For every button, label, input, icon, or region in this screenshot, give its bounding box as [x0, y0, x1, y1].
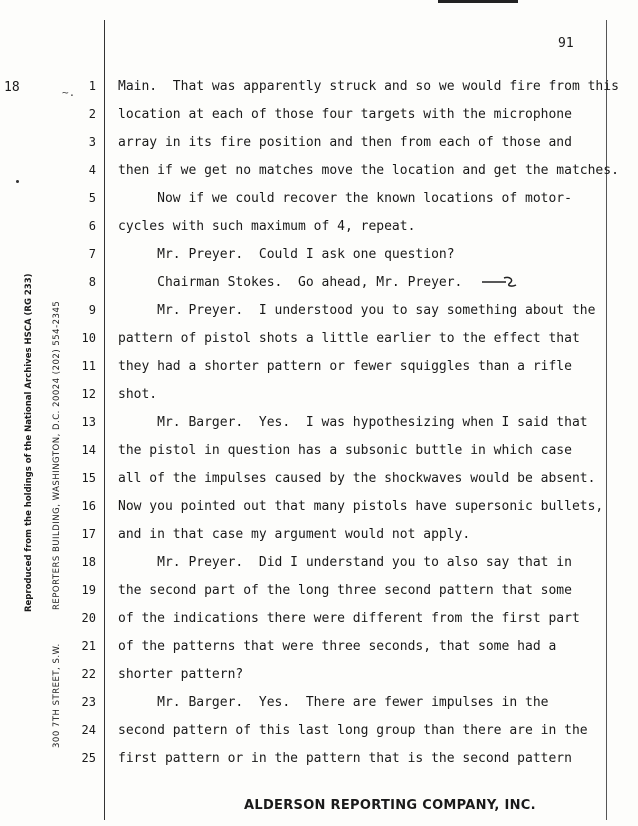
reproduced-notice: Reproduced from the holdings of the National Archives HSCA (RG 233)	[24, 273, 34, 612]
transcript-line: the pistol in question has a subsonic buttle in which case	[118, 443, 572, 458]
transcript-line: shot.	[118, 387, 158, 402]
transcript-line: location at each of those four targets with the microphone	[118, 107, 572, 122]
line-number: 23	[81, 695, 96, 709]
handwritten-strikeout-mark	[480, 276, 518, 288]
left-margin-rule	[104, 20, 105, 820]
transcript-line: Now if we could recover the known locations of motor-	[118, 191, 572, 206]
transcript-line: Mr. Barger. Yes. There are fewer impulses in the	[118, 695, 549, 710]
line-number: 18	[81, 555, 96, 569]
transcript-line: Mr. Preyer. Did I understand you to also say that in	[118, 555, 572, 570]
street-address: 300 7TH STREET, S.W.	[52, 643, 62, 748]
line-number: 7	[88, 247, 96, 261]
line-number: 8	[88, 275, 96, 289]
transcript-line: shorter pattern?	[118, 667, 244, 682]
transcript-line: and in that case my argument would not apply.	[118, 527, 471, 542]
line-number: 2	[88, 107, 96, 121]
transcript-line: Chairman Stokes. Go ahead, Mr. Preyer.	[118, 275, 463, 290]
transcript-line: then if we get no matches move the location and get the matches.	[118, 163, 619, 178]
line-number: 21	[81, 639, 96, 653]
line-number: 3	[88, 135, 96, 149]
line-number: 5	[88, 191, 96, 205]
line-number: 4	[88, 163, 96, 177]
right-margin-rule	[606, 20, 607, 820]
transcript-line: cycles with such maximum of 4, repeat.	[118, 219, 416, 234]
transcript-line: the second part of the long three second pattern that some	[118, 583, 572, 598]
reporting-company-footer: ALDERSON REPORTING COMPANY, INC.	[244, 798, 536, 813]
line-number: 9	[88, 303, 96, 317]
top-edge-mark	[438, 0, 518, 3]
margin-tick: ~.	[62, 86, 76, 99]
transcript-line: first pattern or in the pattern that is the second pattern	[118, 751, 572, 766]
margin-dot	[16, 180, 19, 183]
transcript-line: Mr. Preyer. Could I ask one question?	[118, 247, 455, 262]
line-number: 25	[81, 751, 96, 765]
transcript-line: array in its fire position and then from each of those and	[118, 135, 572, 150]
transcript-line: Mr. Barger. Yes. I was hypothesizing when I said that	[118, 415, 588, 430]
line-number: 14	[81, 443, 96, 457]
line-number: 1	[88, 79, 96, 93]
transcript-line: they had a shorter pattern or fewer squiggles than a rifle	[118, 359, 572, 374]
line-number: 17	[81, 527, 96, 541]
line-number: 15	[81, 471, 96, 485]
line-number: 13	[81, 415, 96, 429]
page-number: 91	[558, 36, 574, 51]
transcript-line: all of the impulses caused by the shockwaves would be absent.	[118, 471, 596, 486]
line-number: 19	[81, 583, 96, 597]
reporters-building-address: REPORTERS BUILDING, WASHINGTON, D.C. 20024 (202) 554-2345	[52, 300, 62, 610]
line-number: 12	[81, 387, 96, 401]
line-number: 16	[81, 499, 96, 513]
transcript-line: of the patterns that were three seconds, that some had a	[118, 639, 557, 654]
line-number: 11	[81, 359, 96, 373]
margin-number: 18	[4, 80, 20, 95]
transcript-line: Mr. Preyer. I understood you to say something about the	[118, 303, 596, 318]
line-number: 24	[81, 723, 96, 737]
line-number: 10	[81, 331, 96, 345]
transcript-line: Now you pointed out that many pistols have supersonic bullets,	[118, 499, 604, 514]
transcript-line: Main. That was apparently struck and so we would fire from this	[118, 79, 619, 94]
line-number: 22	[81, 667, 96, 681]
line-number: 20	[81, 611, 96, 625]
transcript-line: of the indications there were different from the first part	[118, 611, 580, 626]
transcript-line: pattern of pistol shots a little earlier to the effect that	[118, 331, 580, 346]
transcript-line: second pattern of this last long group than there are in the	[118, 723, 588, 738]
line-number: 6	[88, 219, 96, 233]
